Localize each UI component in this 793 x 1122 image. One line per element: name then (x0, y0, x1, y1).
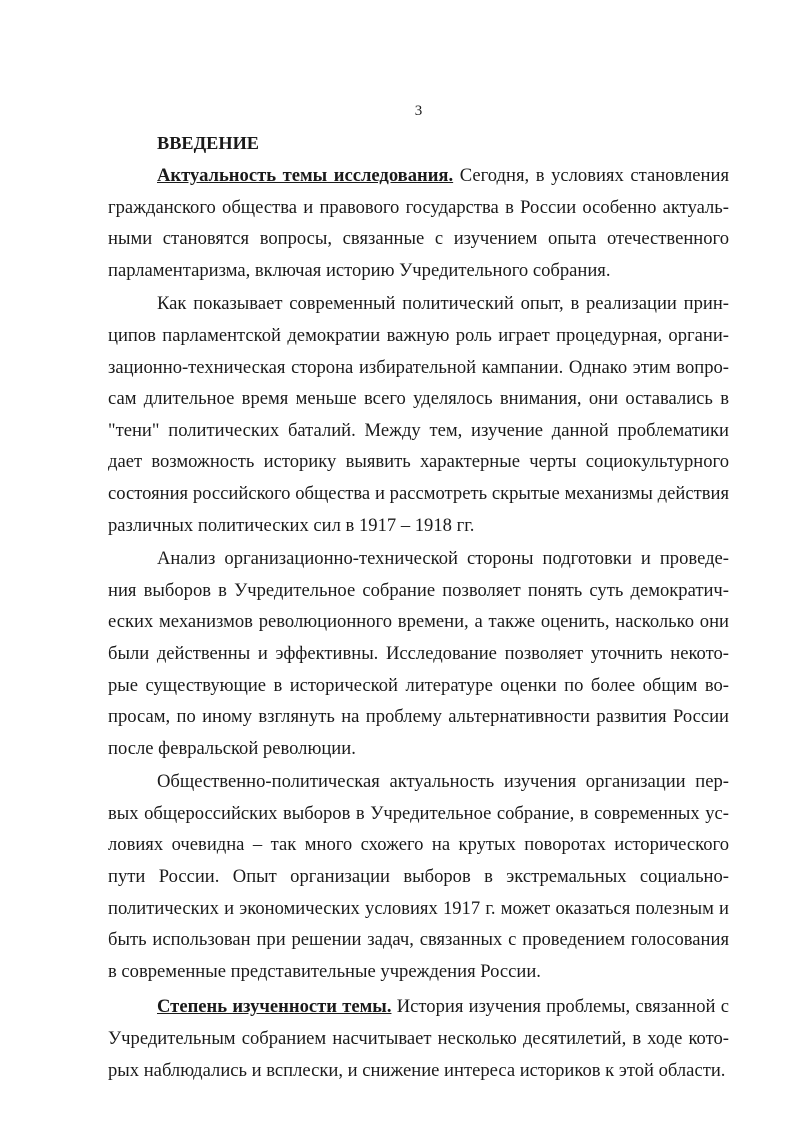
paragraph-text-degree-of-study: История изучения проблемы, связанной с Учредительным собранием насчитывает несколько десятилетий, в ходе которых наблюдались и всплески, и снижение интереса историков к этой области. (108, 996, 729, 1081)
paragraph-political-experience (108, 288, 729, 541)
section-heading: ВВЕДЕНИЕ (157, 133, 259, 153)
paragraph-text-social-relevance: Общественно-политическая актуальность изучения организации первых общероссийских выборов в Учредительное собрание, в современных условиях очевидна – так много схожего на крутых поворотах исторического пути России. Опыт организации выборов в экстремальных социально-политических и экономических условиях 1917 г. может оказаться полезным и быть использован при решении задач, связанных с проведением голосования в современные представительные учреждения России. (108, 771, 729, 982)
paragraph-lead-degree-of-study: Степень изученности темы. (157, 996, 392, 1018)
paragraph-degree-of-study (108, 991, 729, 1086)
paragraph-lead-relevance: Актуальность темы исследования. (157, 165, 454, 186)
paragraph-text-political-experience: Как показывает современный политический опыт, в реализации принципов парламентской демократии важную роль играет процедурная, организационно-техническая сторона избирательной кампании. Однако этим вопросам длительное время меньше всего уделялось внимания, они оставались в "тени" политических баталий. Между тем, изучение данной проблематики дает возможность историку выявить характерные черты социокультурного состояния российского общества и рассмотреть скрытые механизмы действия различных политических сил в 1917 – 1918 гг. (108, 293, 729, 536)
document-body (108, 128, 729, 1086)
paragraph-relevance (108, 160, 729, 286)
paragraph-text-relevance: Сегодня, в условиях становления гражданского общества и правового государства в России особенно актуальными становятся вопросы, связанные с изучением опыта отечественного парламентаризма, включая историю Учредительного собрания. (108, 165, 729, 281)
paragraph-social-relevance (108, 766, 729, 987)
paragraph-text-analysis: Анализ организационно-технической стороны подготовки и проведения выборов в Учредительное собрание позволяет понять суть демократических механизмов революционного времени, а также оценить, насколько они были действенны и эффективны. Исследование позволяет уточнить некоторые существующие в исторической литературе оценки по более общим вопросам, по иному взглянуть на проблему альтернативности развития России после февральской революции. (108, 548, 729, 759)
paragraph-analysis (108, 543, 729, 764)
page-number: 3 (414, 103, 423, 119)
